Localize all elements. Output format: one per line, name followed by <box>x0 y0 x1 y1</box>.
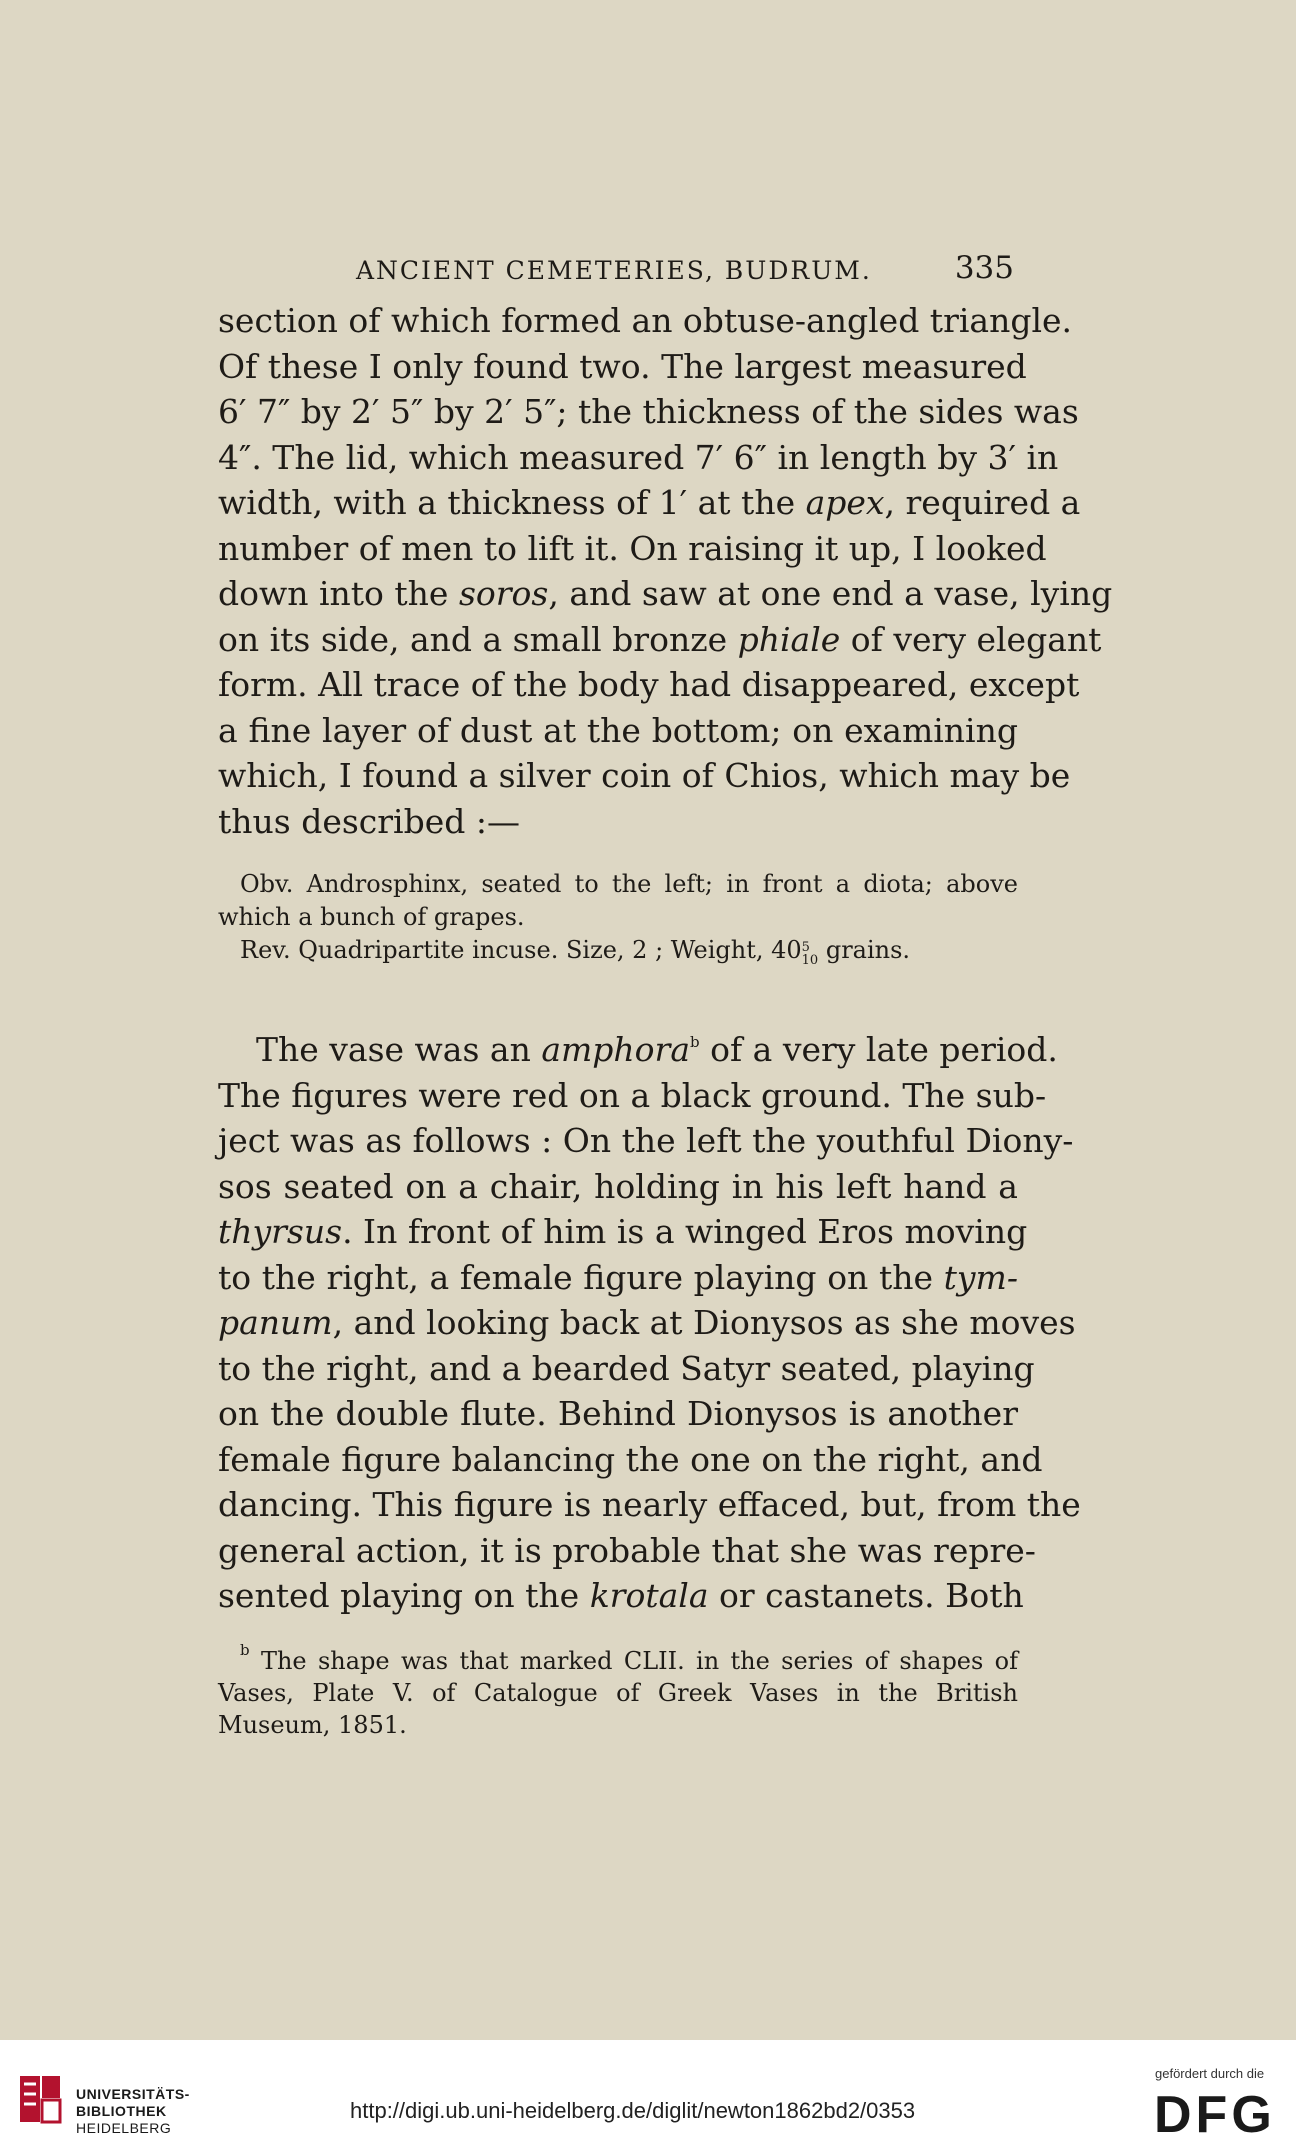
university-logo-icon <box>14 2070 66 2128</box>
text-line: which, I found a silver coin of Chios, which may be <box>218 756 1071 795</box>
text-line: 6′ 7″ by 2′ 5″ by 2′ 5″; the thickness of the sides was <box>218 392 1079 431</box>
reverse-text: Rev. Quadripartite incuse. Size, 2 ; Weight, 40 <box>240 936 802 964</box>
italic-term: tym- <box>943 1257 1018 1297</box>
library-name <box>76 2086 190 2137</box>
footnote-marker: b <box>240 1640 250 1659</box>
library-name-line: HEIDELBERG <box>76 2120 172 2136</box>
running-head <box>218 248 1018 298</box>
dfg-logo-icon <box>1152 2086 1282 2144</box>
funded-by-label: gefördert durch die <box>1155 2066 1265 2081</box>
text-line: The figures were red on a black ground. The sub- <box>218 1075 1047 1115</box>
text-line: panum, and looking back at Dionysos as she moves <box>218 1303 1076 1342</box>
running-head-title: ANCIENT CEMETERIES, BUDRUM. <box>356 256 872 285</box>
dfg-logo-text: DFG <box>1154 2086 1276 2144</box>
text-line: thyrsus. In front of him is a winged Eros moving <box>218 1212 1028 1251</box>
library-name-line: BIBLIOTHEK <box>76 2103 167 2119</box>
text-line: a fine layer of dust at the bottom; on examining <box>218 710 1018 750</box>
reverse-line <box>218 934 1018 967</box>
text-line: sented playing on the krotala or castanets. Both <box>218 1576 1024 1615</box>
text-line: section of which formed an obtuse-angled triangle. <box>218 301 1073 340</box>
italic-term: soros <box>458 574 549 613</box>
weight-fraction <box>802 941 819 967</box>
viewer-footer <box>0 2040 1296 2154</box>
italic-term: phiale <box>737 619 841 659</box>
footnote-line <box>218 1640 1018 1677</box>
text-line: number of men to lift it. On raising it up, I looked <box>218 528 1047 568</box>
italic-term: amphora <box>541 1030 690 1069</box>
footnote-marker: b <box>690 1033 700 1051</box>
obverse-line: Obv. Androsphinx, seated to the left; in front a diota; above <box>240 870 1018 898</box>
text-line: Of these I only found two. The largest measured <box>218 346 1027 386</box>
paragraph-1 <box>218 298 1113 844</box>
italic-term: thyrsus <box>218 1212 343 1251</box>
text-line: to the right, a female figure playing on the tym- <box>218 1257 1018 1297</box>
italic-term: apex <box>805 483 885 522</box>
footnote-line: Vases, Plate V. of Catalogue of Greek Vases in the British <box>218 1678 1018 1707</box>
text-line: to the right, and a bearded Satyr seated, playing <box>218 1348 1035 1388</box>
obverse-line: which a bunch of grapes. <box>218 903 525 931</box>
footnote-line: Museum, 1851. <box>218 1710 407 1739</box>
text-line: down into the soros, and saw at one end a vase, lying <box>218 574 1113 613</box>
reverse-unit: grains. <box>825 936 911 964</box>
text-line: The vase was an amphora$^b$ of a very late period. <box>256 1030 1058 1069</box>
text-line: ject was as follows : On the left the youthful Diony- <box>218 1121 1074 1160</box>
text-line: on the double flute. Behind Dionysos is another <box>218 1394 1018 1433</box>
text-line: dancing. This figure is nearly effaced, but, from the <box>218 1485 1081 1524</box>
fraction-numerator: 5 <box>801 940 810 955</box>
text-line: 4″. The lid, which measured 7′ 6″ in length by 3′ in <box>218 437 1059 477</box>
fraction-denominator: 10 <box>801 953 819 968</box>
paragraph-2 <box>218 1027 1081 1619</box>
page-number: 335 <box>954 250 1014 286</box>
italic-term: krotala <box>589 1576 709 1615</box>
text-line: on its side, and a small bronze phiale of very elegant <box>218 619 1102 659</box>
text-line: form. All trace of the body had disappeared, except <box>218 665 1080 704</box>
text-line: thus described :— <box>218 801 520 841</box>
text-line: general action, it is probable that she was repre- <box>218 1530 1036 1570</box>
text-line: female figure balancing the one on the right, and <box>218 1439 1043 1479</box>
page-text <box>218 248 1113 1741</box>
text-line: sos seated on a chair, holding in his left hand a <box>218 1166 1018 1206</box>
library-name-line: UNIVERSITÄTS- <box>76 2086 190 2102</box>
text-line: width, with a thickness of 1′ at the apex, required a <box>218 483 1081 522</box>
permalink-url[interactable]: http://digi.ub.uni-heidelberg.de/diglit/newton1862bd2/0353 <box>350 2098 916 2123</box>
coin-description <box>218 868 1018 967</box>
italic-term: panum <box>218 1303 333 1342</box>
footnote <box>218 1640 1018 1741</box>
footnote-text: The shape was that marked CLII. in the series of shapes of <box>260 1646 1018 1675</box>
